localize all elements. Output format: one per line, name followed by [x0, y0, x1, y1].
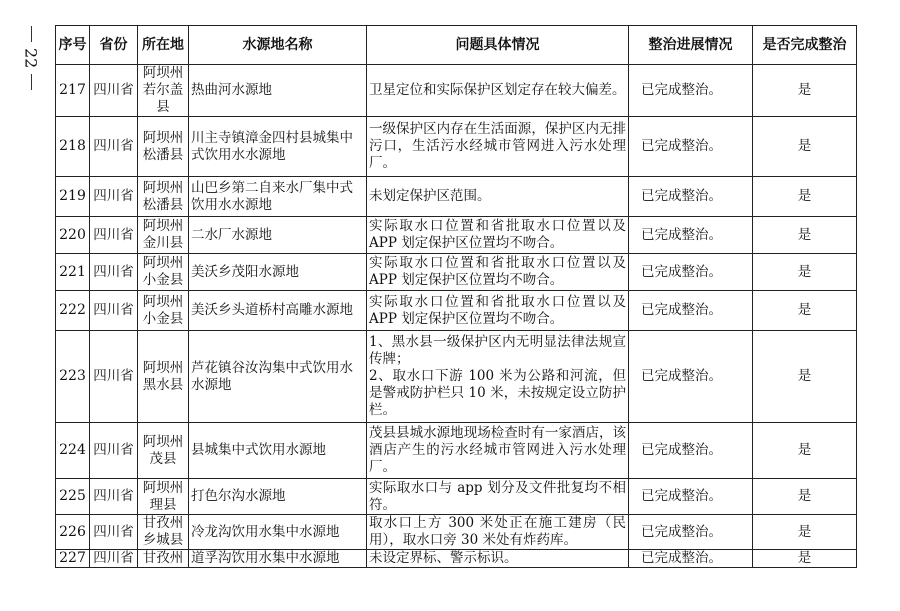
- cell-problem: 卫星定位和实际保护区划定存在较大偏差。: [367, 65, 629, 117]
- cell-seq: 217: [56, 65, 90, 117]
- cell-province: 四川省: [90, 331, 138, 423]
- problem-line: 2、取水口下游 100 米为公路和河流，但是警戒防护栏只 10 米，未按规定设立防护栏。: [369, 368, 626, 418]
- cell-completed: 是: [753, 331, 857, 423]
- cell-seq: 223: [56, 331, 90, 423]
- cell-source-name: 二水厂水源地: [189, 217, 367, 254]
- cell-completed: 是: [753, 217, 857, 254]
- cell-source-name: 山巴乡第二自来水厂集中式饮用水水源地: [189, 177, 367, 217]
- cell-location: 阿坝州金川县: [138, 217, 189, 254]
- cell-seq: 218: [56, 117, 90, 177]
- header-source-name: 水源地名称: [189, 26, 367, 65]
- cell-province: 四川省: [90, 291, 138, 331]
- cell-problem: 未设定界标、警示标识。: [367, 550, 629, 568]
- cell-seq: 226: [56, 515, 90, 550]
- cell-source-name: 美沃乡茂阳水源地: [189, 254, 367, 291]
- cell-progress: 已完成整治。: [629, 291, 753, 331]
- cell-location: 阿坝州若尔盖县: [138, 65, 189, 117]
- cell-problem: 实际取水口位置和省批取水口位置以及 APP 划定保护区位置均不吻合。: [367, 217, 629, 254]
- table-row: [56, 550, 857, 568]
- cell-province: 四川省: [90, 550, 138, 568]
- table-row: [56, 117, 857, 177]
- page-number-text: 22: [21, 48, 41, 69]
- cell-completed: 是: [753, 550, 857, 568]
- header-problem: 问题具体情况: [367, 26, 629, 65]
- cell-seq: 221: [56, 254, 90, 291]
- cell-seq: 220: [56, 217, 90, 254]
- cell-progress: 已完成整治。: [629, 117, 753, 177]
- table-row: [56, 515, 857, 550]
- table-row: [56, 177, 857, 217]
- cell-location: 阿坝州小金县: [138, 254, 189, 291]
- cell-location: 甘孜州乡城县: [138, 515, 189, 550]
- cell-completed: 是: [753, 117, 857, 177]
- cell-progress: 已完成整治。: [629, 515, 753, 550]
- cell-province: 四川省: [90, 65, 138, 117]
- cell-seq: 224: [56, 423, 90, 479]
- cell-progress: 已完成整治。: [629, 479, 753, 515]
- cell-location: 甘孜州: [138, 550, 189, 568]
- cell-problem: 一级保护区内存在生活面源，保护区内无排污口，生活污水经城市管网进入污水处理厂。: [367, 117, 629, 177]
- header-progress: 整治进展情况: [629, 26, 753, 65]
- cell-source-name: 打色尔沟水源地: [189, 479, 367, 515]
- table-row: [56, 217, 857, 254]
- cell-seq: 219: [56, 177, 90, 217]
- page-number-dash-bottom: [31, 74, 32, 90]
- header-seq: 序号: [56, 26, 90, 65]
- cell-location: 阿坝州茂县: [138, 423, 189, 479]
- cell-location: 阿坝州小金县: [138, 291, 189, 331]
- cell-province: 四川省: [90, 217, 138, 254]
- cell-progress: 已完成整治。: [629, 65, 753, 117]
- table-row: [56, 254, 857, 291]
- cell-completed: 是: [753, 515, 857, 550]
- cell-source-name: 川主寺镇漳金四村县城集中式饮用水水源地: [189, 117, 367, 177]
- table-row: [56, 65, 857, 117]
- cell-completed: 是: [753, 254, 857, 291]
- cell-province: 四川省: [90, 117, 138, 177]
- cell-location: 阿坝州黑水县: [138, 331, 189, 423]
- cell-problem: 取水口上方 300 米处正在施工建房（民用），取水口旁 30 米处有炸药库。: [367, 515, 629, 550]
- cell-completed: 是: [753, 423, 857, 479]
- cell-source-name: 美沃乡头道桥村高雕水源地: [189, 291, 367, 331]
- cell-seq: 225: [56, 479, 90, 515]
- cell-province: 四川省: [90, 423, 138, 479]
- cell-seq: 222: [56, 291, 90, 331]
- cell-progress: 已完成整治。: [629, 550, 753, 568]
- cell-source-name: 道孚沟饮用水集中水源地: [189, 550, 367, 568]
- cell-source-name: 芦花镇谷汝沟集中式饮用水水源地: [189, 331, 367, 423]
- cell-province: 四川省: [90, 479, 138, 515]
- problem-line: 1、黑水县一级保护区内无明显法律法规宣传牌；: [369, 334, 626, 367]
- cell-progress: 已完成整治。: [629, 423, 753, 479]
- cell-source-name: 冷龙沟饮用水集中水源地: [189, 515, 367, 550]
- cell-problem: 实际取水口与 app 划分及文件批复均不相符。: [367, 479, 629, 515]
- cell-problem: [367, 331, 629, 423]
- cell-completed: 是: [753, 291, 857, 331]
- cell-province: 四川省: [90, 254, 138, 291]
- table-row: [56, 331, 857, 423]
- cell-progress: 已完成整治。: [629, 254, 753, 291]
- cell-seq: 227: [56, 550, 90, 568]
- table-row: [56, 291, 857, 331]
- cell-completed: 是: [753, 177, 857, 217]
- water-source-table: [55, 25, 857, 568]
- cell-completed: 是: [753, 479, 857, 515]
- header-location: 所在地: [138, 26, 189, 65]
- table-row: [56, 479, 857, 515]
- cell-location: 阿坝州松潘县: [138, 177, 189, 217]
- cell-progress: 已完成整治。: [629, 331, 753, 423]
- cell-problem: 茂县县城水源地现场检查时有一家酒店，该酒店产生的污水经城市管网进入污水处理厂。: [367, 423, 629, 479]
- cell-province: 四川省: [90, 515, 138, 550]
- cell-location: 阿坝州松潘县: [138, 117, 189, 177]
- cell-progress: 已完成整治。: [629, 217, 753, 254]
- cell-progress: 已完成整治。: [629, 177, 753, 217]
- table-row: [56, 423, 857, 479]
- page-number-dash-top: [31, 26, 32, 42]
- table-header-row: [56, 26, 857, 65]
- cell-province: 四川省: [90, 177, 138, 217]
- cell-problem: 未划定保护区范围。: [367, 177, 629, 217]
- page-number: [18, 26, 44, 136]
- header-completed: 是否完成整治: [753, 26, 857, 65]
- cell-location: 阿坝州理县: [138, 479, 189, 515]
- cell-source-name: 县城集中式饮用水源地: [189, 423, 367, 479]
- cell-problem: 实际取水口位置和省批取水口位置以及 APP 划定保护区位置均不吻合。: [367, 254, 629, 291]
- header-province: 省份: [90, 26, 138, 65]
- cell-source-name: 热曲河水源地: [189, 65, 367, 117]
- cell-problem: 实际取水口位置和省批取水口位置以及 APP 划定保护区位置均不吻合。: [367, 291, 629, 331]
- cell-completed: 是: [753, 65, 857, 117]
